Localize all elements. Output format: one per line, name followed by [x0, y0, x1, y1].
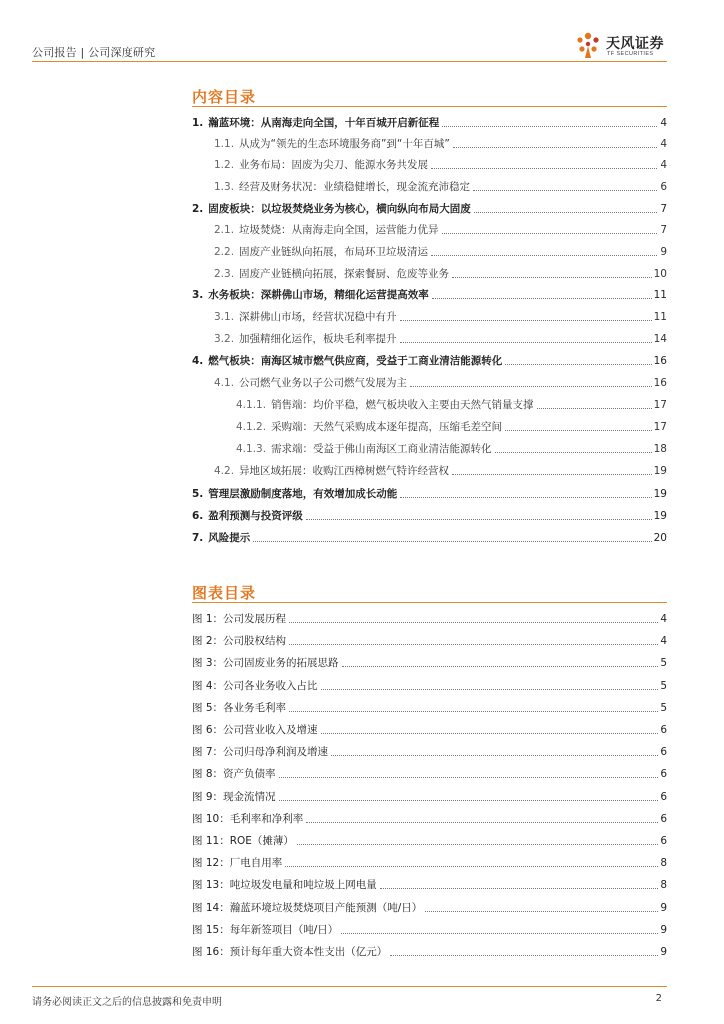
- toc-entry-text: 需求端：受益于佛山南海区工商业清洁能源转化: [271, 443, 492, 455]
- dot-leader: [285, 866, 658, 867]
- toc-entry-text: 业务布局：固废为尖刀、能源水务共发展: [239, 159, 429, 171]
- figure-entry-page: 9: [660, 923, 667, 936]
- toc-entry[interactable]: [192, 114, 667, 130]
- figure-entry[interactable]: [192, 699, 667, 715]
- toc-entry-page: 19: [653, 488, 667, 500]
- toc-entry-number: 2.2.: [214, 246, 235, 258]
- toc-entry[interactable]: [214, 221, 667, 237]
- dot-leader: [452, 277, 652, 278]
- toc-entry[interactable]: [214, 374, 667, 390]
- toc-entry[interactable]: [192, 200, 667, 216]
- toc-entry-page: 10: [653, 268, 667, 280]
- company-logo: [573, 30, 673, 60]
- figure-entry-text: 图 10：毛利率和净利率: [192, 812, 304, 825]
- dot-leader: [289, 622, 658, 623]
- toc-entry-number: 3.: [192, 289, 204, 301]
- dot-leader: [279, 800, 659, 801]
- toc-entry-page: 19: [653, 510, 667, 522]
- toc-entry-title: [214, 267, 449, 281]
- figure-entry-text: 图 13：吨垃圾发电量和吨垃圾上网电量: [192, 879, 377, 892]
- toc-entry-number: 7.: [192, 532, 204, 544]
- toc-entry-number: 1.3.: [214, 181, 235, 193]
- toc-entry-number: 3.1.: [214, 311, 235, 323]
- toc-entry-text: 公司燃气业务以子公司燃气发展为主: [239, 377, 408, 389]
- figures-title-rule: [192, 602, 667, 603]
- report-breadcrumb: 公司报告 | 公司深度研究: [32, 46, 156, 59]
- toc-entry-number: 4.1.2.: [236, 421, 267, 433]
- toc-entry[interactable]: [236, 396, 667, 412]
- dot-leader: [537, 408, 652, 409]
- figure-entry-page: 6: [660, 746, 667, 759]
- dot-leader: [425, 911, 658, 912]
- figure-entry[interactable]: [192, 899, 667, 915]
- toc-entry[interactable]: [236, 418, 667, 434]
- toc-entry-text: 固废板块：以垃圾焚烧业务为核心，横向纵向布局大固废: [208, 203, 471, 215]
- toc-entry-page: 7: [660, 203, 667, 215]
- toc-entry-page: 11: [653, 289, 667, 301]
- dot-leader: [495, 452, 652, 453]
- toc-entry-title: [236, 442, 492, 456]
- dot-leader: [474, 212, 657, 213]
- dot-leader: [442, 233, 657, 234]
- toc-entry-number: 3.2.: [214, 333, 235, 345]
- dot-leader: [453, 147, 657, 148]
- toc-entry-text: 风险提示: [208, 532, 251, 544]
- toc-entry-page: 4: [660, 117, 667, 129]
- figure-entry[interactable]: [192, 677, 667, 693]
- dot-leader: [505, 430, 652, 431]
- dot-leader: [400, 342, 652, 343]
- toc-entry-title: [192, 116, 439, 130]
- dot-leader: [390, 955, 658, 956]
- figure-entry-text: 图 8：资产负债率: [192, 768, 276, 781]
- figure-entry[interactable]: [192, 788, 667, 804]
- figure-entry-page: 5: [660, 657, 667, 670]
- dot-leader: [253, 541, 651, 542]
- figure-entry[interactable]: [192, 743, 667, 759]
- dot-leader: [380, 888, 659, 889]
- figure-entry[interactable]: [192, 765, 667, 781]
- toc-entry-title: [214, 376, 407, 390]
- toc-entry[interactable]: [214, 156, 667, 172]
- toc-entry-page: 4: [660, 159, 667, 171]
- toc-entry-text: 异地区域拓展：收购江西樟树燃气特许经营权: [239, 465, 450, 477]
- figure-entry-page: 5: [660, 679, 667, 692]
- dot-leader: [289, 644, 658, 645]
- figure-entry-text: 图 12：厂电自用率: [192, 857, 283, 870]
- dot-leader: [321, 689, 659, 690]
- toc-entry-title: [214, 245, 428, 259]
- toc-entry-page: 4: [660, 138, 667, 150]
- toc-entry-number: 1.2.: [214, 159, 235, 171]
- page-number: 2: [655, 993, 662, 1004]
- figure-entry-text: 图 11：ROE（摊薄）: [192, 835, 294, 847]
- dot-leader: [442, 126, 657, 127]
- toc-entry-number: 1.1.: [214, 138, 235, 150]
- dot-leader: [400, 320, 652, 321]
- figure-entry[interactable]: [192, 832, 667, 848]
- toc-entry-number: 6.: [192, 510, 204, 522]
- figure-entry-text: 图 2：公司股权结构: [192, 635, 287, 648]
- toc-entry-page: 6: [660, 181, 667, 193]
- toc-entry-title: [236, 420, 502, 434]
- toc-entry-text: 垃圾焚烧：从南海走向全国，运营能力优异: [239, 224, 439, 236]
- figure-entry-text: 图 14：瀚蓝环境垃圾焚烧项目产能预测（吨/日）: [192, 901, 423, 914]
- toc-entry-title: [192, 531, 250, 545]
- footer-divider: [32, 986, 667, 987]
- figure-entry[interactable]: [192, 632, 667, 648]
- toc-entry-text: 水务板块：深耕佛山市场，精细化运营提高效率: [208, 289, 429, 301]
- toc-entry-number: 4.2.: [214, 465, 235, 477]
- toc-entry-title: [214, 464, 449, 478]
- toc-entry-page: 14: [653, 333, 667, 345]
- toc-entry-text: 加强精细化运作，板块毛利率提升: [239, 333, 397, 345]
- figure-entry-page: 9: [660, 901, 667, 914]
- toc-entry[interactable]: [214, 265, 667, 281]
- toc-entry[interactable]: [192, 485, 667, 501]
- toc-entry[interactable]: [214, 330, 667, 346]
- dot-leader: [505, 364, 651, 365]
- figure-entry-text: 图 5：各业务毛利率: [192, 701, 287, 714]
- dot-leader: [297, 844, 658, 845]
- toc-entry-number: 2.: [192, 203, 204, 215]
- toc-entry[interactable]: [214, 308, 667, 324]
- toc-entry-text: 瀚蓝环境：从南海走向全国，十年百城开启新征程: [208, 117, 440, 129]
- dot-leader: [452, 474, 652, 475]
- toc-entry-number: 4.1.1.: [236, 399, 267, 411]
- toc-entry-title: [192, 288, 429, 302]
- figure-entry[interactable]: [192, 943, 667, 959]
- figure-entry[interactable]: [192, 854, 667, 870]
- toc-entry-page: 17: [653, 421, 667, 433]
- figure-entry[interactable]: [192, 810, 667, 826]
- dot-leader: [410, 386, 652, 387]
- figure-entry-page: 4: [660, 635, 667, 648]
- disclaimer-text: 请务必阅读正文之后的信息披露和免责申明: [32, 997, 222, 1008]
- toc-entry[interactable]: [214, 135, 667, 151]
- toc-entry-title: [192, 202, 471, 216]
- dot-leader: [400, 497, 651, 498]
- toc-entry-page: 17: [653, 399, 667, 411]
- toc-entry-number: 4.1.: [214, 377, 235, 389]
- dot-leader: [431, 168, 657, 169]
- figure-entry[interactable]: [192, 610, 667, 626]
- toc-entry-title: [214, 137, 450, 151]
- figure-entry-page: 6: [660, 790, 667, 803]
- dot-leader: [341, 933, 658, 934]
- toc-entry-page: 19: [653, 465, 667, 477]
- toc-entry-number: 2.3.: [214, 268, 235, 280]
- toc-entry-text: 销售端：均价平稳，燃气板块收入主要由天然气销量支撑: [271, 399, 534, 411]
- toc-entry-text: 燃气板块：南海区城市燃气供应商，受益于工商业清洁能源转化: [208, 355, 503, 367]
- figure-entry-page: 4: [660, 613, 667, 625]
- toc-entry[interactable]: [214, 243, 667, 259]
- dot-leader: [331, 755, 658, 756]
- figure-entry[interactable]: [192, 921, 667, 937]
- dot-leader: [431, 255, 657, 256]
- toc-entry-text: 固废产业链纵向拓展，布局环卫垃圾清运: [239, 246, 429, 258]
- figure-entry-text: 图 16：预计每年重大资本性支出（亿元）: [192, 946, 388, 958]
- figure-entry-page: 6: [660, 768, 667, 781]
- toc-entry[interactable]: [236, 440, 667, 456]
- figure-entry-text: 图 7：公司归母净利润及增速: [192, 746, 329, 759]
- toc-entry-number: 1.: [192, 117, 204, 129]
- dot-leader: [306, 519, 652, 520]
- figure-entry[interactable]: [192, 721, 667, 737]
- logo-flower-icon: [573, 30, 603, 60]
- toc-entry-text: 深耕佛山市场，经营状况稳中有升: [239, 311, 397, 323]
- toc-entry-page: 9: [660, 246, 667, 258]
- figure-entry-text: 图 4：公司各业务收入占比: [192, 679, 318, 692]
- logo-english-text: TF SECURITIES: [607, 51, 654, 57]
- toc-entry[interactable]: [192, 529, 667, 545]
- figure-entry-text: 图 6：公司营业收入及增速: [192, 724, 318, 736]
- dot-leader: [473, 190, 657, 191]
- figure-entry-page: 5: [660, 701, 667, 714]
- logo-chinese-text: 天风证券: [606, 36, 664, 52]
- toc-entry-title: [214, 332, 397, 346]
- dot-leader: [342, 666, 659, 667]
- toc-entry-page: 11: [653, 311, 667, 323]
- figure-entry-page: 6: [660, 724, 667, 736]
- figure-entry-page: 9: [660, 946, 667, 958]
- toc-entry-text: 采购端：天然气采购成本逐年提高，压缩毛差空间: [271, 421, 503, 433]
- dot-leader: [432, 298, 652, 299]
- toc-entry-title: [192, 354, 502, 368]
- dot-leader: [289, 711, 658, 712]
- toc-entry[interactable]: [214, 462, 667, 478]
- toc-entry[interactable]: [192, 507, 667, 523]
- toc-entry-title: [236, 398, 534, 412]
- toc-entry[interactable]: [192, 352, 667, 368]
- toc-entry-number: 2.1.: [214, 224, 235, 236]
- figure-entry[interactable]: [192, 876, 667, 892]
- dot-leader: [279, 777, 659, 778]
- toc-title-rule: [192, 106, 667, 107]
- figure-entry-text: 图 3：公司固废业务的拓展思路: [192, 657, 339, 670]
- toc-entry-title: [214, 310, 397, 324]
- figure-entry-page: 8: [660, 857, 667, 870]
- figures-title: 图表目录: [192, 584, 257, 602]
- toc-entry-page: 16: [653, 377, 667, 389]
- toc-entry-text: 管理层激励制度落地，有效增加成长动能: [208, 488, 398, 500]
- toc-entry-title: [214, 180, 470, 194]
- toc-entry[interactable]: [192, 286, 667, 302]
- toc-entry-title: [214, 158, 428, 172]
- toc-title: 内容目录: [192, 88, 257, 106]
- toc-entry-page: 16: [653, 355, 667, 367]
- dot-leader: [306, 822, 658, 823]
- toc-entry[interactable]: [214, 178, 667, 194]
- toc-entry-page: 7: [660, 224, 667, 236]
- figure-entry-page: 8: [660, 879, 667, 892]
- toc-entry-title: [214, 223, 439, 237]
- toc-entry-text: 经营及财务状况：业绩稳健增长，现金流充沛稳定: [239, 181, 471, 193]
- figure-entry[interactable]: [192, 654, 667, 670]
- toc-entry-page: 18: [653, 443, 667, 455]
- toc-entry-text: 盈利预测与投资评级: [208, 510, 303, 522]
- figure-entry-text: 图 15：每年新签项目（吨/日）: [192, 923, 339, 936]
- header-divider: [32, 61, 667, 62]
- toc-entry-number: 5.: [192, 488, 204, 500]
- toc-entry-number: 4.1.3.: [236, 443, 267, 455]
- toc-entry-text: 从成为“领先的生态环境服务商”到“十年百城”: [239, 138, 450, 150]
- toc-entry-page: 20: [653, 532, 667, 544]
- figure-entry-page: 6: [660, 835, 667, 847]
- toc-entry-title: [192, 487, 397, 501]
- toc-entry-title: [192, 509, 303, 523]
- figure-entry-text: 图 9：现金流情况: [192, 790, 276, 803]
- figure-entry-page: 6: [660, 812, 667, 825]
- toc-entry-text: 固废产业链横向拓展，探索餐厨、危废等业务: [239, 268, 450, 280]
- toc-entry-number: 4.: [192, 355, 204, 367]
- figure-entry-text: 图 1：公司发展历程: [192, 613, 287, 625]
- dot-leader: [321, 733, 659, 734]
